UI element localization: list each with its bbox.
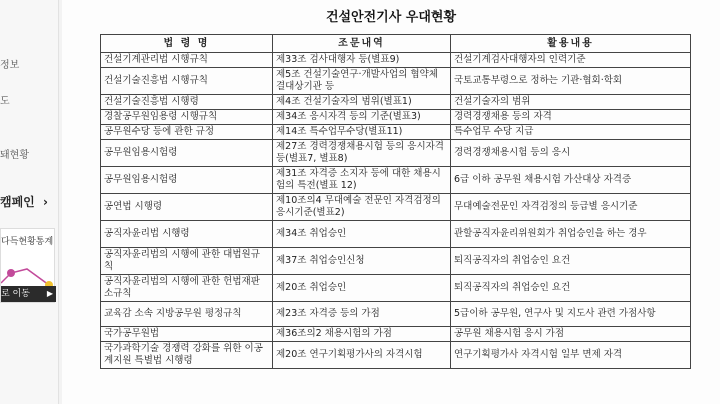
column-header: 조문내역 <box>273 35 451 53</box>
table-row <box>101 342 691 369</box>
sidebar-item-info[interactable]: 정보 <box>0 60 20 71</box>
table-row <box>101 125 691 140</box>
sidebar <box>0 0 59 404</box>
table-cell: 공무원임용시험령 <box>101 167 273 194</box>
table-cell: 국토교통부령으로 정하는 기관·협회·학회 <box>451 68 691 95</box>
table-cell: 건설기술진흥법 시행령 <box>101 95 273 110</box>
table-cell: 건설기술진흥법 시행규칙 <box>101 68 273 95</box>
table-row <box>101 140 691 167</box>
table-cell: 특수업무 수당 지급 <box>451 125 691 140</box>
table-cell: 무대예술전문인 자격검정의 등급별 응시기준 <box>451 194 691 221</box>
goto-button[interactable] <box>1 286 56 302</box>
table-cell: 제34조 응시자격 등의 기준(별표3) <box>273 110 451 125</box>
document <box>62 0 720 404</box>
sidebar-campaign[interactable] <box>0 193 48 210</box>
table-row <box>101 275 691 302</box>
table-cell: 국가공무원법 <box>101 327 273 342</box>
table-cell: 제5조 건설기술연구·개발사업의 협약체결대상기관 등 <box>273 68 451 95</box>
table-row <box>101 53 691 68</box>
page-title: 건설안전기사 우대현황 <box>325 10 457 25</box>
table-cell: 공무원 채용시험 응시 가점 <box>451 327 691 342</box>
table-cell: 제20조 취업승인 <box>273 275 451 302</box>
table-cell: 경력경쟁채용 등의 자격 <box>451 110 691 125</box>
table-body <box>101 53 691 369</box>
table-row <box>101 95 691 110</box>
table-cell: 건설기술자의 범위 <box>451 95 691 110</box>
table-cell: 공직자윤리법의 시행에 관한 대법원규칙 <box>101 248 273 275</box>
sidebar-item-status[interactable]: 돼현황 <box>0 150 29 161</box>
table-cell: 제31조 자격증 소지자 등에 대한 채용시험의 특전(별표 12) <box>273 167 451 194</box>
table-cell: 제10조의4 무대예술 전문인 자격검정의 응시기준(별표2) <box>273 194 451 221</box>
table-cell: 제4조 건설기술자의 범위(별표1) <box>273 95 451 110</box>
table-row <box>101 302 691 327</box>
table-row <box>101 194 691 221</box>
table-cell: 건설기계관리법 시행규칙 <box>101 53 273 68</box>
table-cell: 6급 이하 공무원 채용시험 가산대상 자격증 <box>451 167 691 194</box>
table-cell: 퇴직공직자의 취업승인 요건 <box>451 248 691 275</box>
table-cell: 경력경쟁채용시험 등의 응시 <box>451 140 691 167</box>
table-row <box>101 327 691 342</box>
column-header: 활용내용 <box>451 35 691 53</box>
table-cell: 제34조 취업승인 <box>273 221 451 248</box>
stats-box-title: 다득현황통계 <box>1 237 54 247</box>
table-cell: 제33조 검사대행자 등(별표9) <box>273 53 451 68</box>
table-cell: 5급이하 공무원, 연구사 및 지도사 관련 가점사항 <box>451 302 691 327</box>
table-row <box>101 248 691 275</box>
play-arrow-icon: ▶ <box>46 289 53 298</box>
table-cell: 공직자윤리법의 시행에 관한 헌법재판소규칙 <box>101 275 273 302</box>
sidebar-campaign-label: 캠페인 <box>0 195 35 209</box>
table-cell: 제37조 취업승인신청 <box>273 248 451 275</box>
table-cell: 연구기획평가사 자격시험 일부 면제 자격 <box>451 342 691 369</box>
table-cell: 경찰공무원임용령 시행규칙 <box>101 110 273 125</box>
table-cell: 제14조 특수업무수당(별표11) <box>273 125 451 140</box>
table-row <box>101 110 691 125</box>
table-cell: 건설기계검사대행자의 인력기준 <box>451 53 691 68</box>
column-header: 법 령 명 <box>101 35 273 53</box>
table-cell: 국가과학기술 경쟁력 강화를 위한 이공계지원 특별법 시행령 <box>101 342 273 369</box>
table-cell: 공무원수당 등에 관한 규정 <box>101 125 273 140</box>
stats-box <box>0 228 55 303</box>
table-cell: 공무원임용시험령 <box>101 140 273 167</box>
table-cell: 퇴직공직자의 취업승인 요건 <box>451 275 691 302</box>
table-cell: 제23조 자격증 등의 가점 <box>273 302 451 327</box>
sidebar-item-do[interactable]: 도 <box>0 96 10 107</box>
qualification-table <box>100 34 691 369</box>
table-header-row <box>101 35 691 53</box>
table-row <box>101 221 691 248</box>
table-row <box>101 167 691 194</box>
table-cell: 제20조 연구기획평가사의 자격시험 <box>273 342 451 369</box>
table-row <box>101 68 691 95</box>
table-cell: 제27조 경력경쟁채용시험 등의 응시자격 등(별표7, 별표8) <box>273 140 451 167</box>
goto-label: 로 이동 <box>1 289 30 299</box>
table-cell: 공연법 시행령 <box>101 194 273 221</box>
table-cell: 제36조의2 채용시험의 가점 <box>273 327 451 342</box>
table-cell: 관할공직자윤리위원회가 취업승인을 하는 경우 <box>451 221 691 248</box>
table-cell: 교육감 소속 지방공무원 평정규칙 <box>101 302 273 327</box>
chevron-right-icon: › <box>42 195 48 209</box>
table-cell: 공직자윤리법 시행령 <box>101 221 273 248</box>
